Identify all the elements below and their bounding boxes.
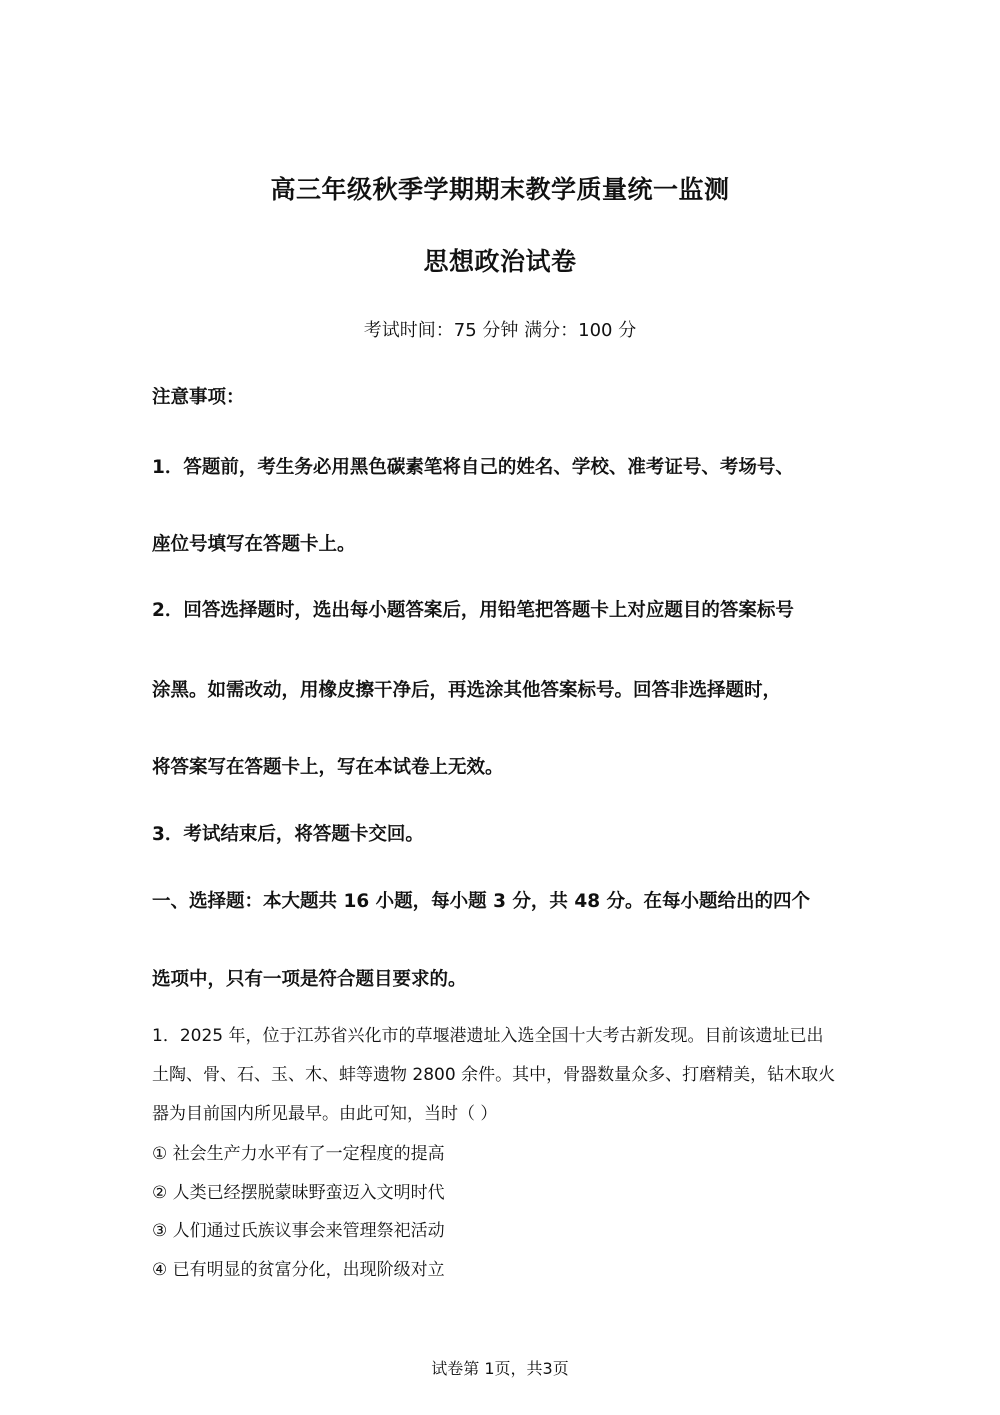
notes-heading: 注意事项： (152, 387, 245, 408)
question-option: ③ 人们通过氏族议事会来管理祭祀活动 (152, 1221, 445, 1241)
question-stem-line: 1．2025 年，位于江苏省兴化市的草堰港遗址入选全国十大考古新发现。目前该遗址已出 (152, 1026, 824, 1046)
subject-title: 思想政治试卷 (423, 247, 577, 276)
section-heading: 一、选择题：本大题共 16 小题，每小题 3 分，共 48 分。在每小题给出的四个 (152, 891, 811, 912)
page-footer: 试卷第 1页，共3页 (431, 1359, 569, 1378)
question-stem-line: 土陶、骨、石、玉、木、蚌等遗物 2800 余件。其中，骨器数量众多、打磨精美，钻木取火 (152, 1065, 836, 1085)
notes-line: 涂黑。如需改动，用橡皮擦干净后，再选涂其他答案标号。回答非选择题时， (152, 680, 782, 701)
exam-info: 考试时间：75 分钟 满分：100 分 (363, 320, 637, 341)
exam-title: 高三年级秋季学期期末教学质量统一监测 (270, 175, 730, 204)
notes-line: 将答案写在答题卡上，写在本试卷上无效。 (152, 757, 504, 778)
question-option: ② 人类已经摆脱蒙昧野蛮迈入文明时代 (152, 1183, 445, 1203)
question-stem-line: 器为目前国内所见最早。由此可知，当时（ ） (152, 1104, 498, 1124)
question-option: ④ 已有明显的贫富分化，出现阶级对立 (152, 1260, 445, 1280)
notes-line: 3．考试结束后，将答题卡交回。 (152, 824, 424, 845)
section-heading: 选项中，只有一项是符合题目要求的。 (152, 969, 467, 990)
notes-line: 2．回答选择题时，选出每小题答案后，用铅笔把答题卡上对应题目的答案标号 (152, 600, 794, 621)
question-option: ① 社会生产力水平有了一定程度的提高 (152, 1144, 445, 1164)
notes-line: 1．答题前，考生务必用黑色碳素笔将自己的姓名、学校、准考证号、考场号、 (152, 457, 794, 478)
notes-line: 座位号填写在答题卡上。 (152, 534, 356, 555)
